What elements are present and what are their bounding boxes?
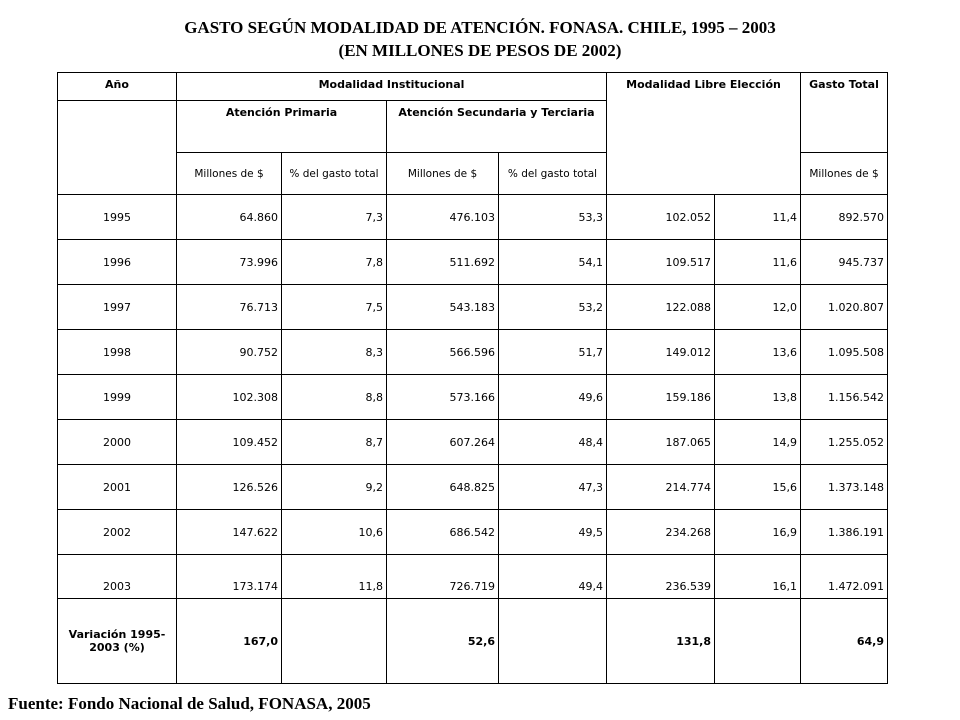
cell-value: 11,6 — [715, 240, 801, 285]
header-year-blank — [58, 101, 177, 195]
variation-value — [715, 599, 801, 684]
cell-value: 16,1 — [715, 555, 801, 599]
cell-value: 236.539 — [607, 555, 715, 599]
cell-value: 7,3 — [282, 195, 387, 240]
table-row — [58, 510, 888, 555]
cell-value: 8,7 — [282, 420, 387, 465]
cell-value: 234.268 — [607, 510, 715, 555]
cell-value: 11,8 — [282, 555, 387, 599]
cell-value: 76.713 — [177, 285, 282, 330]
cell-value: 945.737 — [801, 240, 888, 285]
cell-year: 1997 — [58, 285, 177, 330]
cell-value: 102.308 — [177, 375, 282, 420]
cell-value: 1.472.091 — [801, 555, 888, 599]
cell-value: 54,1 — [499, 240, 607, 285]
cell-value: 476.103 — [387, 195, 499, 240]
variation-value: 167,0 — [177, 599, 282, 684]
cell-value: 53,2 — [499, 285, 607, 330]
table-row — [58, 240, 888, 285]
source-note: Fuente: Fondo Nacional de Salud, FONASA, 2005 — [8, 694, 371, 713]
subheader-primary-millions: Millones de $ — [177, 153, 282, 195]
subheader-secondary-percent: % del gasto total — [499, 153, 607, 195]
cell-value: 10,6 — [282, 510, 387, 555]
header-institutional: Modalidad Institucional — [177, 73, 607, 101]
table-row — [58, 375, 888, 420]
variation-value: 52,6 — [387, 599, 499, 684]
cell-value: 90.752 — [177, 330, 282, 375]
variation-value: 64,9 — [801, 599, 888, 684]
header-secondary: Atención Secundaria y Terciaria — [387, 101, 607, 153]
cell-value: 13,8 — [715, 375, 801, 420]
variation-row — [58, 599, 888, 684]
cell-value: 14,9 — [715, 420, 801, 465]
cell-value: 173.174 — [177, 555, 282, 599]
cell-value: 51,7 — [499, 330, 607, 375]
cell-value: 49,6 — [499, 375, 607, 420]
cell-value: 8,3 — [282, 330, 387, 375]
cell-value: 1.095.508 — [801, 330, 888, 375]
cell-value: 8,8 — [282, 375, 387, 420]
cell-value: 1.156.542 — [801, 375, 888, 420]
cell-value: 7,8 — [282, 240, 387, 285]
cell-value: 49,4 — [499, 555, 607, 599]
cell-value: 11,4 — [715, 195, 801, 240]
cell-value: 7,5 — [282, 285, 387, 330]
variation-value — [282, 599, 387, 684]
cell-value: 49,5 — [499, 510, 607, 555]
cell-year: 2000 — [58, 420, 177, 465]
cell-value: 149.012 — [607, 330, 715, 375]
cell-value: 147.622 — [177, 510, 282, 555]
table-row — [58, 285, 888, 330]
cell-value: 1.255.052 — [801, 420, 888, 465]
subheader-total-millions: Millones de $ — [801, 153, 888, 195]
header-total: Gasto Total — [801, 73, 888, 153]
table-row — [58, 195, 888, 240]
cell-value: 109.517 — [607, 240, 715, 285]
cell-value: 64.860 — [177, 195, 282, 240]
cell-value: 187.065 — [607, 420, 715, 465]
cell-value: 13,6 — [715, 330, 801, 375]
variation-value — [499, 599, 607, 684]
cell-value: 892.570 — [801, 195, 888, 240]
cell-value: 53,3 — [499, 195, 607, 240]
table-body — [58, 195, 888, 684]
header-primary: Atención Primaria — [177, 101, 387, 153]
title-line-1: GASTO SEGÚN MODALIDAD DE ATENCIÓN. FONASA. CHILE, 1995 – 2003 — [184, 18, 776, 37]
variation-value: 131,8 — [607, 599, 715, 684]
table-row — [58, 330, 888, 375]
cell-value: 1.020.807 — [801, 285, 888, 330]
cell-value: 686.542 — [387, 510, 499, 555]
cell-value: 607.264 — [387, 420, 499, 465]
expenditure-table — [57, 72, 888, 684]
table-row — [58, 465, 888, 510]
cell-value: 122.088 — [607, 285, 715, 330]
cell-value: 73.996 — [177, 240, 282, 285]
cell-value: 1.373.148 — [801, 465, 888, 510]
table-row — [58, 555, 888, 599]
cell-value: 12,0 — [715, 285, 801, 330]
cell-year: 1998 — [58, 330, 177, 375]
cell-year: 2003 — [58, 555, 177, 599]
cell-value: 47,3 — [499, 465, 607, 510]
cell-value: 726.719 — [387, 555, 499, 599]
cell-value: 648.825 — [387, 465, 499, 510]
subheader-secondary-millions: Millones de $ — [387, 153, 499, 195]
cell-year: 2001 — [58, 465, 177, 510]
cell-value: 16,9 — [715, 510, 801, 555]
cell-value: 566.596 — [387, 330, 499, 375]
cell-year: 1996 — [58, 240, 177, 285]
cell-value: 48,4 — [499, 420, 607, 465]
cell-year: 1995 — [58, 195, 177, 240]
cell-value: 109.452 — [177, 420, 282, 465]
subheader-primary-percent: % del gasto total — [282, 153, 387, 195]
variation-label: Variación 1995-2003 (%) — [58, 599, 177, 684]
cell-year: 1999 — [58, 375, 177, 420]
table-row — [58, 420, 888, 465]
cell-year: 2002 — [58, 510, 177, 555]
cell-value: 511.692 — [387, 240, 499, 285]
cell-value: 126.526 — [177, 465, 282, 510]
cell-value: 543.183 — [387, 285, 499, 330]
cell-value: 159.186 — [607, 375, 715, 420]
header-free-choice: Modalidad Libre Elección — [607, 73, 801, 195]
cell-value: 573.166 — [387, 375, 499, 420]
cell-value: 214.774 — [607, 465, 715, 510]
cell-value: 1.386.191 — [801, 510, 888, 555]
cell-value: 9,2 — [282, 465, 387, 510]
cell-value: 15,6 — [715, 465, 801, 510]
header-year: Año — [58, 73, 177, 101]
cell-value: 102.052 — [607, 195, 715, 240]
title-line-2: (EN MILLONES DE PESOS DE 2002) — [338, 41, 622, 60]
